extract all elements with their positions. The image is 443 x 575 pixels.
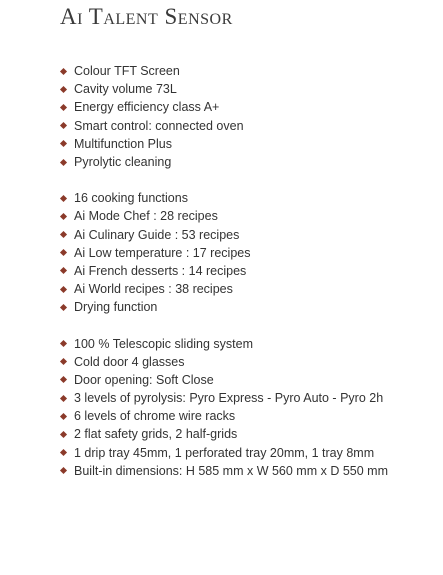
- feature-group-cooking: [60, 189, 439, 316]
- feature-group-general: [60, 62, 439, 171]
- list-item: [60, 226, 439, 244]
- diamond-bullet-icon: [60, 158, 67, 165]
- feature-text: Multifunction Plus: [74, 136, 172, 151]
- feature-text: 3 levels of pyrolysis: Pyro Express - Pyro Auto - Pyro 2h: [74, 391, 384, 406]
- list-item: [60, 334, 439, 352]
- list-item: [60, 462, 439, 480]
- feature-text: Cavity volume 73L: [74, 82, 177, 97]
- list-item: [60, 153, 439, 171]
- feature-text: 2 flat safety grids, 2 half-grids: [74, 427, 238, 442]
- list-item: [60, 371, 439, 389]
- diamond-bullet-icon: [60, 249, 67, 256]
- feature-text: Door opening: Soft Close: [74, 372, 214, 387]
- feature-text: Colour TFT Screen: [74, 64, 180, 79]
- feature-group-construction: [60, 334, 439, 480]
- feature-text: Energy efficiency class A+: [74, 100, 220, 115]
- feature-text: 100 % Telescopic sliding system: [74, 336, 254, 351]
- list-item: [60, 135, 439, 153]
- feature-text: Pyrolytic cleaning: [74, 155, 172, 170]
- feature-text: Ai Mode Chef : 28 recipes: [74, 209, 218, 224]
- diamond-bullet-icon: [60, 104, 67, 111]
- feature-text: Smart control: connected oven: [74, 118, 244, 133]
- feature-text: Ai Culinary Guide : 53 recipes: [74, 227, 240, 242]
- diamond-bullet-icon: [60, 467, 67, 474]
- diamond-bullet-icon: [60, 376, 67, 383]
- list-item: [60, 444, 439, 462]
- list-item: [60, 425, 439, 443]
- feature-text: 6 levels of chrome wire racks: [74, 409, 236, 424]
- diamond-bullet-icon: [60, 304, 67, 311]
- diamond-bullet-icon: [60, 267, 67, 274]
- diamond-bullet-icon: [60, 358, 67, 365]
- list-item: [60, 389, 439, 407]
- diamond-bullet-icon: [60, 68, 67, 75]
- list-item: [60, 189, 439, 207]
- diamond-bullet-icon: [60, 413, 67, 420]
- list-item: [60, 117, 439, 135]
- diamond-bullet-icon: [60, 122, 67, 129]
- feature-text: 16 cooking functions: [74, 191, 188, 206]
- list-item: [60, 207, 439, 225]
- feature-text: Ai World recipes : 38 recipes: [74, 282, 233, 297]
- diamond-bullet-icon: [60, 195, 67, 202]
- diamond-bullet-icon: [60, 213, 67, 220]
- feature-text: Built-in dimensions: H 585 mm x W 560 mm x D 550 mm: [74, 463, 388, 478]
- list-item: [60, 298, 439, 316]
- feature-text: Cold door 4 glasses: [74, 354, 185, 369]
- list-item: [60, 80, 439, 98]
- diamond-bullet-icon: [60, 340, 67, 347]
- list-item: [60, 244, 439, 262]
- list-item: [60, 353, 439, 371]
- feature-text: Ai Low temperature : 17 recipes: [74, 245, 251, 260]
- list-item: [60, 98, 439, 116]
- page-title: Ai Talent Sensor: [60, 4, 233, 29]
- diamond-bullet-icon: [60, 431, 67, 438]
- list-item: [60, 262, 439, 280]
- diamond-bullet-icon: [60, 140, 67, 147]
- feature-text: 1 drip tray 45mm, 1 perforated tray 20mm, 1 tray 8mm: [74, 445, 375, 460]
- diamond-bullet-icon: [60, 449, 67, 456]
- feature-text: Drying function: [74, 300, 158, 315]
- list-item: [60, 280, 439, 298]
- diamond-bullet-icon: [60, 286, 67, 293]
- diamond-bullet-icon: [60, 395, 67, 402]
- list-item: [60, 62, 439, 80]
- feature-list: [60, 62, 439, 498]
- diamond-bullet-icon: [60, 86, 67, 93]
- diamond-bullet-icon: [60, 231, 67, 238]
- feature-text: Ai French desserts : 14 recipes: [74, 263, 247, 278]
- list-item: [60, 407, 439, 425]
